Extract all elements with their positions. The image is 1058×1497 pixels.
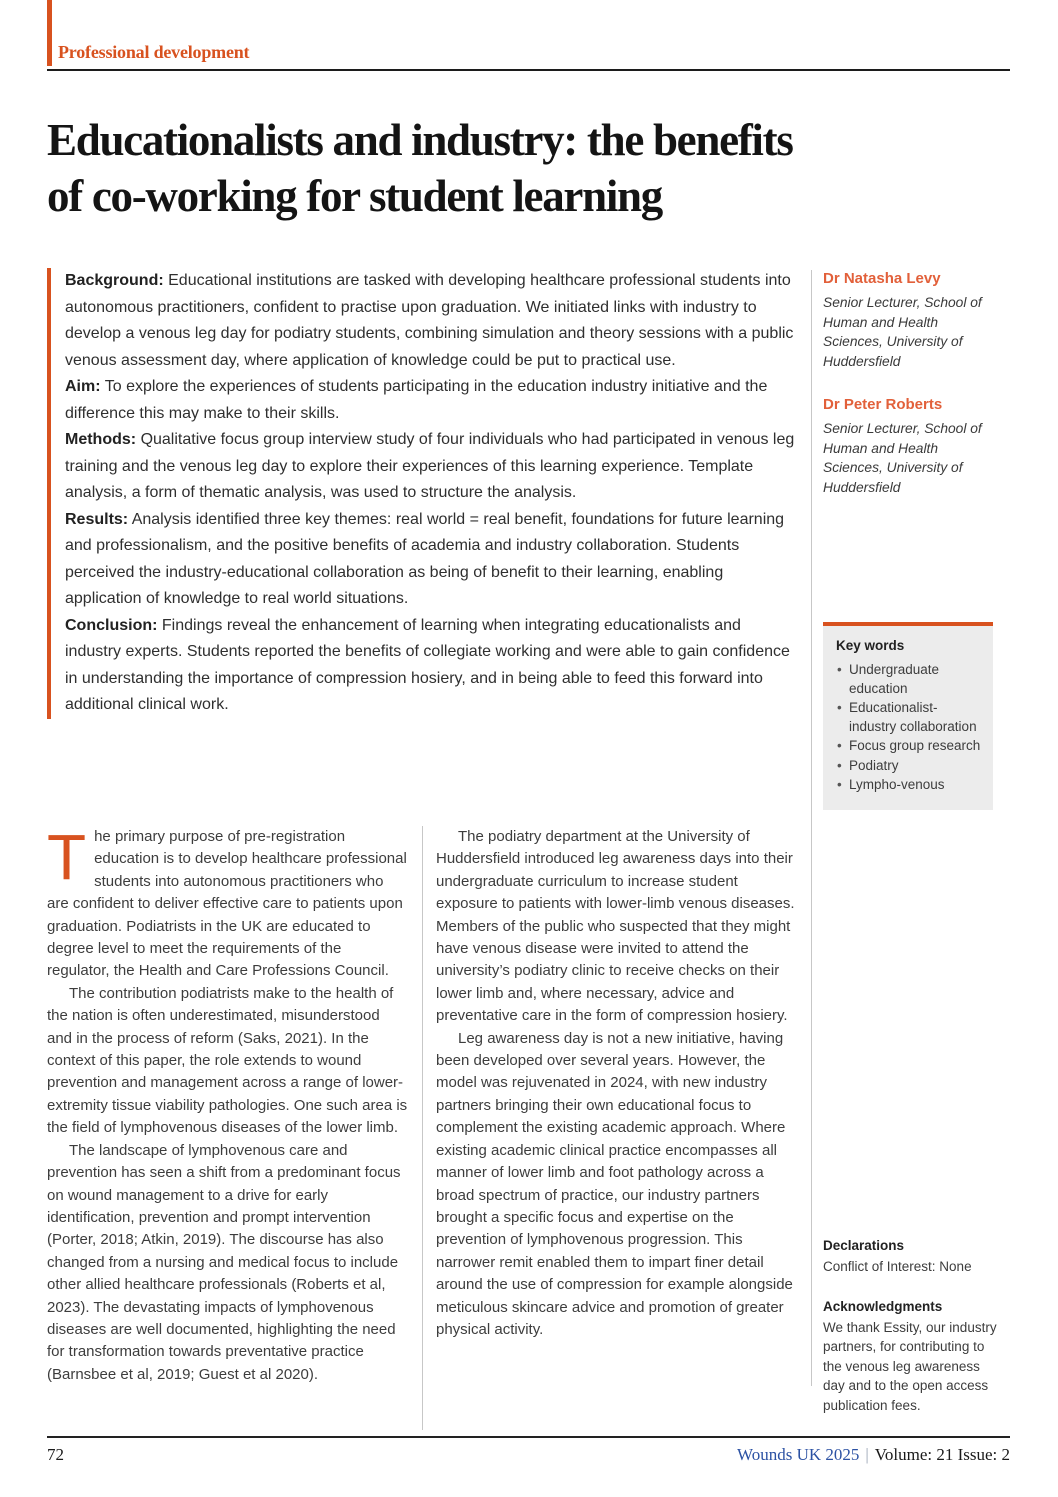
bullet-icon: • [837, 757, 842, 773]
page-footer [47, 1436, 1010, 1465]
conflict-of-interest: Conflict of Interest: None [823, 1259, 972, 1274]
abstract-section-label: Aim: [65, 378, 101, 395]
page-number: 72 [47, 1445, 64, 1464]
author-affiliation: Senior Lecturer, School of Human and Health Sciences, University of Huddersfield [823, 295, 982, 369]
abstract-section-text: Findings reveal the enhancement of learning when integrating educationalists and industry experts. Students reported the benefits of collegiate working and were able to gain confidence in understanding the importance of compression hosiery, and in being able to feed this forward into additional clinical work. [65, 616, 790, 713]
abstract-section-aim [65, 374, 797, 427]
author-name: Dr Peter Roberts [823, 396, 943, 413]
abstract-section-text: To explore the experiences of students participating in the education industry initiative and the difference this may make to their skills. [65, 378, 768, 422]
keywords-box [823, 622, 993, 810]
volume-issue: Volume: 21 Issue: 2 [874, 1445, 1010, 1464]
sidebar-divider [811, 270, 812, 1386]
journal-name: Wounds UK 2025 [737, 1445, 860, 1464]
abstract-section-label: Methods: [65, 431, 137, 448]
section-label: Professional development [58, 42, 250, 62]
keyword-label: Undergraduate education [849, 662, 940, 696]
abstract-section-conclusion [65, 613, 797, 719]
keyword-item [836, 757, 983, 776]
body-paragraph-text: he primary purpose of pre-registration education is to develop healthcare professional students into autonomous practitioners who are confident to deliver effective care to patients upon graduation. Podiatrists in the UK are educated to degree level to meet the requirements of the regulator, the Health and Care Professions Council. [47, 828, 407, 980]
acknowledgments-heading: Acknowledgments [823, 1298, 943, 1314]
bullet-icon: • [837, 700, 842, 715]
footer-journal-info [731, 1445, 1010, 1465]
keyword-item [836, 737, 983, 756]
keyword-label: Podiatry [849, 757, 899, 773]
keyword-item [836, 661, 983, 698]
author-name: Dr Natasha Levy [823, 270, 941, 287]
abstract-section-label: Conclusion: [65, 616, 158, 634]
keyword-item [836, 776, 983, 795]
keyword-label: Educationalist-industry collaboration [849, 700, 977, 734]
keyword-label: Lympho-venous [849, 777, 945, 792]
abstract-section-results [65, 507, 797, 613]
body-paragraph: Leg awareness day is not a new initiative, having been developed over several years. However, the model was rejuvenated in 2024, with new industry partners bringing their own educational focus to complement the existing academic approach. Where existing academic clinical practice encompasses all manner of lower limb and foot pathology across a broad spectrum of practice, our industry partners brought a specific focus and expertise on the prevention of lymphovenous progression. This narrower remit enabled them to impart finer detail around the use of compression for example alongside meticulous skincare advice and promotion of greater physical activity. [436, 1029, 793, 1338]
keyword-item [836, 699, 983, 736]
abstract-section-text: Educational institutions are tasked with developing healthcare professional students into autonomous practitioners, confident to practise upon graduation. We initiated links with industry to develop a venous leg day for podiatry students, combining simulation and theory sessions with a public venous assessment day, where application of knowledge could be put to practical use. [65, 272, 794, 369]
article-title-line2: of co-working for student learning [47, 171, 662, 221]
body-paragraph [47, 821, 408, 983]
author-list [823, 270, 995, 522]
abstract-section-label: Results: [65, 510, 129, 528]
bullet-icon: • [837, 662, 842, 677]
abstract-section-text: Qualitative focus group interview study of four individuals who had participated in venous leg training and the venous leg day to explore their experiences of this learning experience. Template analysis, a form of thematic analysis, was used to structure the analysis. [65, 431, 795, 501]
article-title-line1: Educationalists and industry: the benefits [47, 115, 793, 165]
drop-cap: T [47, 821, 87, 893]
author [823, 396, 995, 497]
bullet-icon: • [837, 777, 842, 792]
abstract-section-background [65, 268, 797, 374]
abstract-section-label: Background: [65, 272, 164, 289]
abstract-section-text: Analysis identified three key themes: real world = real benefit, foundations for future learning and professionalism, and the positive benefits of academia and industry collaboration. Students perceived the industry-educational collaboration as being of benefit to their learning, enabling application of knowledge to real world situations. [65, 510, 785, 607]
body-paragraph: The contribution podiatrists make to the health of the nation is often underestimated, misunderstood and in the process of reform (Saks, 2021). In the context of this paper, the role extends to wound prevention and management across a range of lower-extremity tissue viability pathologies. One such area is the field of lymphovenous diseases of the lower limb. [47, 984, 408, 1137]
declarations-heading: Declarations [823, 1238, 905, 1253]
declarations-block [823, 1238, 999, 1415]
footer-separator: | [865, 1445, 869, 1464]
bullet-icon: • [837, 738, 842, 753]
abstract [47, 268, 797, 719]
acknowledgments-text: We thank Essity, our industry partners, for contributing to the venous leg awareness day and to the open access publication fees. [823, 1319, 997, 1413]
abstract-section-methods [65, 427, 797, 507]
article-body [47, 821, 797, 1430]
article-title [47, 112, 1037, 224]
body-paragraph: The podiatry department at the University of Huddersfield introduced leg awareness days into their undergraduate curriculum to increase student exposure to patients with lower-limb venous diseases. Members of the public who suspected that they might have venous disease were invited to attend the university’s podiatry clinic to receive checks on their lower limb and, where necessary, advice and preventative care in the form of compression hosiery. [436, 828, 795, 1025]
section-accent-bar [47, 0, 52, 66]
author-affiliation: Senior Lecturer, School of Human and Health Sciences, University of Huddersfield [823, 421, 982, 495]
keyword-label: Focus group research [849, 738, 981, 753]
keywords-title: Key words [836, 638, 905, 653]
body-paragraph: The landscape of lymphovenous care and prevention has seen a shift from a predominant focus on wound management to a drive for early identification, prevention and prompt intervention (Porter, 2018; Atkin, 2019). The discourse has also changed from a nursing and medical focus to include other allied healthcare professionals (Roberts et al, 2023). The devastating impacts of lymphovenous diseases are well documented, highlighting the need for transformation towards preventative practice (Barnsbee et al, 2019; Guest et al 2020). [47, 1141, 401, 1383]
author [823, 270, 995, 371]
header-divider [47, 69, 1010, 71]
